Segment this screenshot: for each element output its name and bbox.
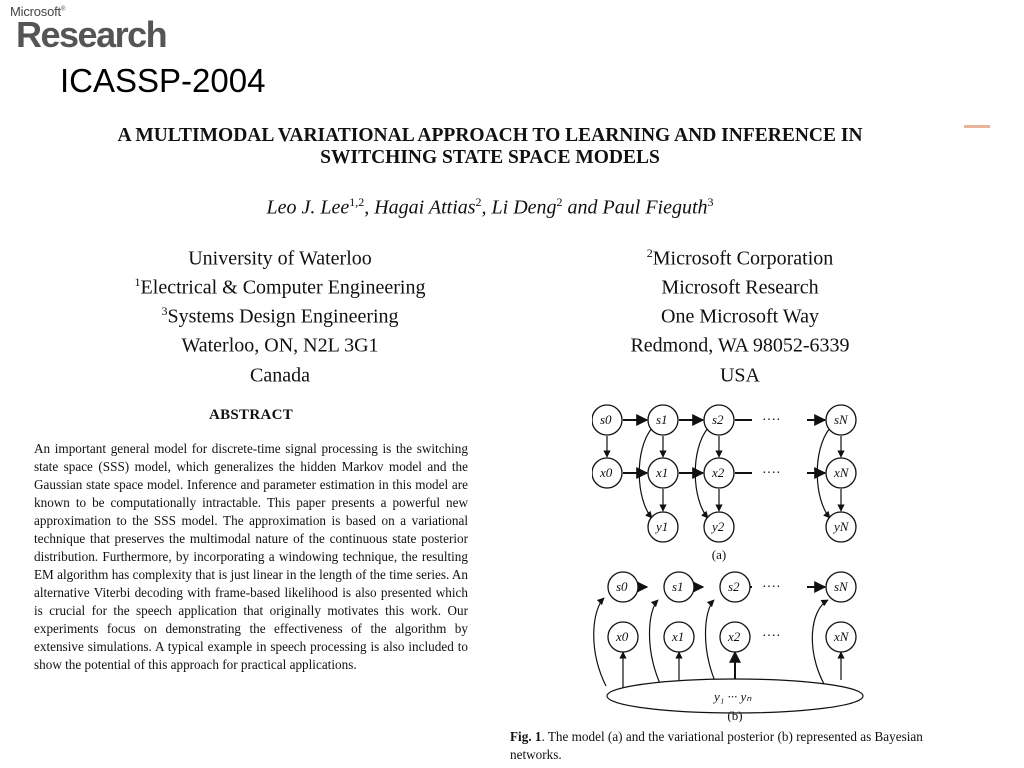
affiliation-line: Waterloo, ON, N2L 3G1 — [181, 335, 379, 358]
paper-title — [40, 125, 940, 169]
abstract-heading: ABSTRACT — [208, 407, 294, 423]
node-label: sN — [834, 579, 848, 594]
conference-title: ICASSP-2004 — [60, 62, 266, 99]
author-affiliation-mark: 2 — [556, 195, 563, 209]
affiliation-line: One Microsoft Way — [661, 305, 819, 328]
affiliation-line: Microsoft Research — [661, 276, 819, 299]
affiliation-line: $^3$Systems Design Engineering — [161, 304, 399, 328]
author-name: Paul Fieguth — [602, 196, 708, 219]
accent-dash — [964, 125, 990, 128]
node-label: s2 — [728, 579, 740, 594]
node-label: s0 — [600, 412, 612, 427]
figure-caption-text: . The model (a) and the variational posterior (b) represented as Bayesian networks. — [510, 729, 923, 762]
author-list: Leo J. Lee$^{1,2}$, Hagai Attias$^2$, Li Deng$^2$ and Paul Fieguth$^3$ — [266, 195, 714, 219]
node-label: y1 — [656, 519, 669, 534]
node-label: x2 — [712, 465, 725, 480]
affiliation-waterloo — [110, 242, 450, 388]
figure-dots: ···· — [762, 466, 781, 481]
figure-diagram — [592, 400, 882, 722]
affiliation-line: University of Waterloo — [188, 247, 372, 270]
node-label: xN — [834, 465, 849, 480]
affiliation-microsoft — [590, 242, 890, 388]
figure-caption-label: Fig. 1 — [510, 729, 542, 744]
node-label: x0 — [600, 465, 613, 480]
figure-dots: ···· — [762, 413, 781, 428]
node-label: y2 — [712, 519, 725, 534]
node-label: s1 — [672, 579, 684, 594]
figure-caption — [510, 728, 960, 764]
node-label: x1 — [672, 629, 685, 644]
affiliation-line: USA — [719, 364, 760, 387]
figure-bayesian-networks — [592, 400, 882, 727]
node-label: sN — [834, 412, 848, 427]
abstract-text: An important general model for discrete-time signal processing is the switching state space (SSS) model, which generalizes the hidden Markov model and the Gaussian state space model. Inference and parameter estimation in this model are known to be computationally intractable. This paper presents a powerful new approximation to the SSS model. The approximation is based on a variational technique that preserves the multimodal nature of the continuous state posterior distribution. Furthermore, by incorporating a windowing technique, the resulting EM algorithm has complexity that is just linear in the length of the time series. An alternative Viterbi decoding with frame-based likelihood is also presented which is crucial for the speech application that originally motivates this work. Our experiments focus on demonstrating the effectiveness of the algorithm by extensive simulations. A typical example in speech processing is also included to show the potential of this approach for practical applications. — [34, 441, 468, 672]
figure-dots: ···· — [762, 629, 781, 644]
figure-label-a: (a) — [711, 547, 727, 562]
author-affiliation-mark: 3 — [707, 195, 714, 209]
node-label: x1 — [656, 465, 669, 480]
author-name: Hagai Attias — [374, 196, 476, 219]
node-label: yN — [834, 519, 849, 534]
node-label: s1 — [656, 412, 668, 427]
node-label: s2 — [712, 412, 724, 427]
author-name: Leo J. Lee — [266, 196, 350, 219]
node-label: x0 — [616, 629, 629, 644]
author-affiliation-mark: 2 — [475, 195, 482, 209]
microsoft-wordmark: Microsoft — [10, 4, 61, 19]
author-name: Li Deng — [491, 196, 557, 219]
node-label: x2 — [728, 629, 741, 644]
affiliation-line: Redmond, WA 98052-6339 — [630, 335, 850, 358]
affiliation-line: Canada — [250, 364, 310, 387]
research-wordmark: Research — [16, 14, 167, 55]
node-label: xN — [834, 629, 849, 644]
node-label: s0 — [616, 579, 628, 594]
author-affiliation-mark: 1,2 — [349, 195, 365, 209]
affiliation-line: $^1$Electrical & Computer Engineering — [134, 275, 426, 299]
figure-label-b: (b) — [727, 708, 743, 722]
paper-title-line-1: A MULTIMODAL VARIATIONAL APPROACH TO LEARNING AND INFERENCE IN — [117, 125, 863, 146]
observation-label: y₁ ··· yₙ — [714, 689, 752, 704]
paper-title-line-2: SWITCHING STATE SPACE MODELS — [320, 147, 660, 168]
figure-dots: ···· — [762, 580, 781, 595]
affiliation-line: $^2$Microsoft Corporation — [646, 246, 834, 270]
